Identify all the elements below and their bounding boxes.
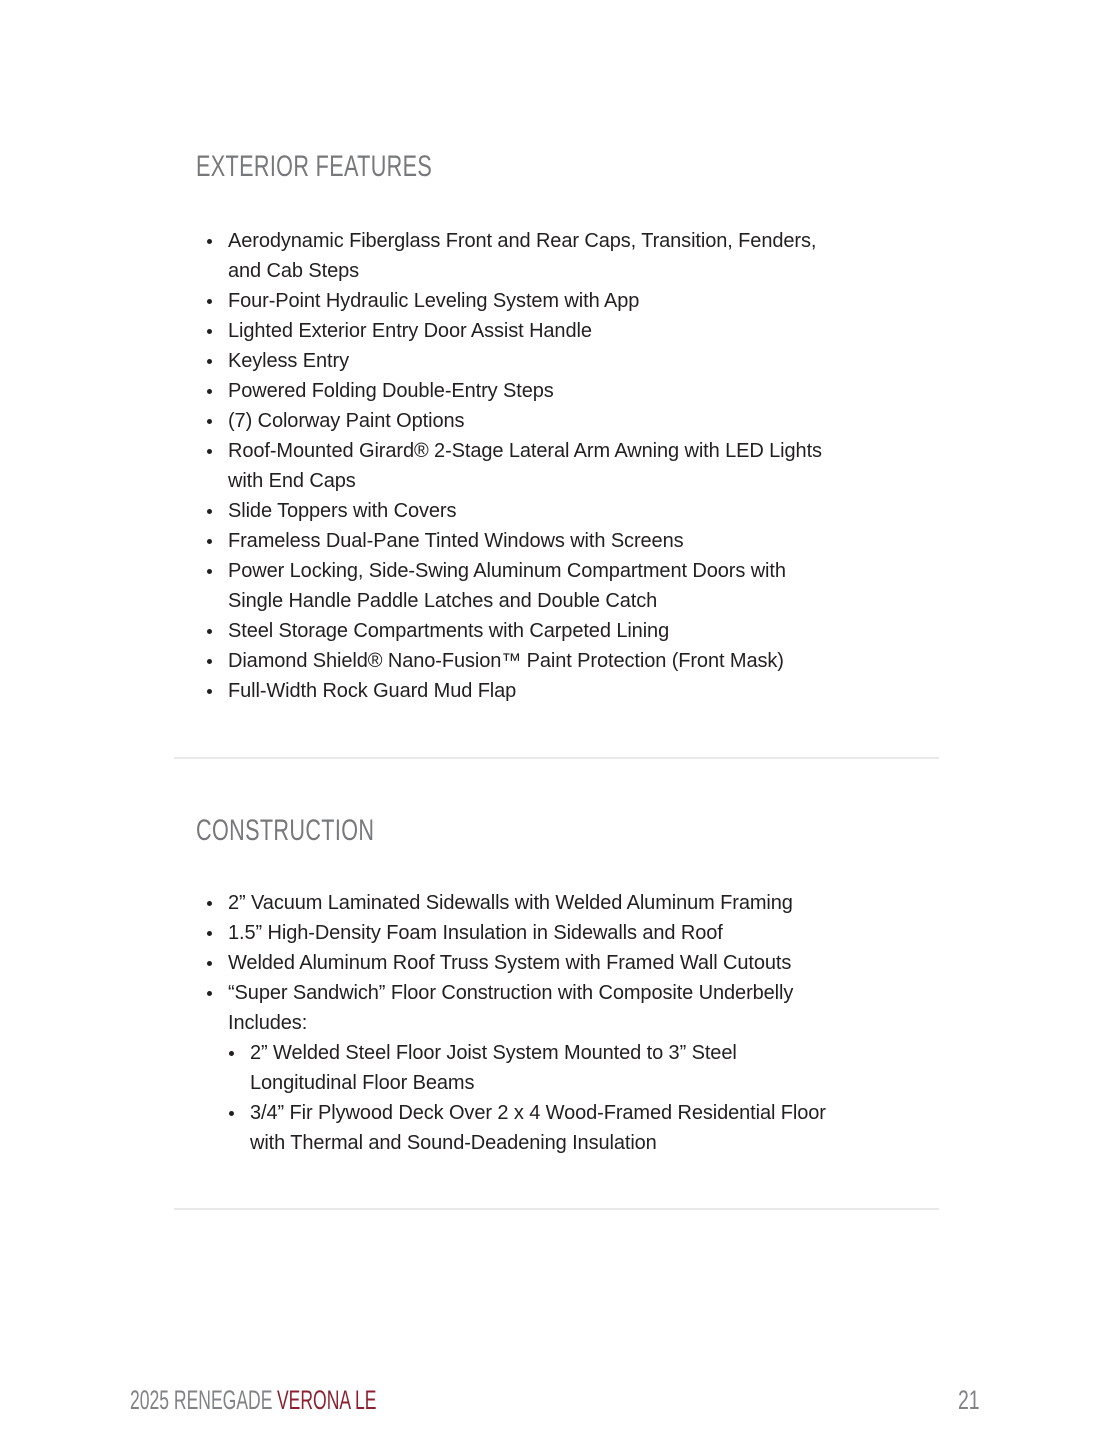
- list-item: [207, 646, 939, 676]
- page-content: [174, 0, 939, 1210]
- list-item-text: Slide Toppers with Covers: [228, 500, 457, 522]
- list-item-text: Power Locking, Side-Swing Aluminum Compartment Doors with Single Handle Paddle Latches and Double Catch: [228, 560, 786, 612]
- bullet-icon: [207, 918, 228, 948]
- section-construction: [174, 814, 939, 1158]
- list-item: [229, 1098, 939, 1158]
- list-item: [207, 436, 939, 496]
- list-item-text: Steel Storage Compartments with Carpeted Lining: [228, 620, 670, 642]
- list-item: [207, 316, 939, 346]
- footer-brand-year-make: 2025 RENEGADE: [130, 1385, 273, 1415]
- bullet-icon: [229, 1038, 250, 1098]
- list-item-text: 3/4” Fir Plywood Deck Over 2 x 4 Wood-Framed Residential Floor with Thermal and Sound-Deadening Insulation: [250, 1102, 826, 1154]
- bullet-icon: [207, 346, 228, 376]
- bullet-icon: [207, 948, 228, 978]
- bullet-icon: [207, 376, 228, 406]
- section-title-construction: CONSTRUCTION: [196, 814, 375, 847]
- list-item-text: Full-Width Rock Guard Mud Flap: [228, 680, 517, 702]
- list-item: [207, 556, 939, 616]
- list-item: [207, 226, 939, 286]
- construction-list: [174, 888, 939, 1158]
- list-item: [207, 888, 939, 918]
- bullet-icon: [207, 286, 228, 316]
- section-divider: [174, 757, 939, 759]
- list-item-text: (7) Colorway Paint Options: [228, 410, 465, 432]
- list-item: [207, 526, 939, 556]
- bullet-icon: [207, 226, 228, 286]
- list-item: [207, 346, 939, 376]
- exterior-features-list: [174, 226, 939, 706]
- section-divider: [174, 1208, 939, 1210]
- footer-brand: [130, 1385, 376, 1415]
- section-exterior-features: [174, 0, 939, 706]
- bullet-icon: [207, 316, 228, 346]
- bullet-icon: [207, 496, 228, 526]
- list-item-text: Welded Aluminum Roof Truss System with Framed Wall Cutouts: [228, 952, 792, 974]
- list-item-text: Four-Point Hydraulic Leveling System with App: [228, 290, 640, 312]
- list-item: [229, 1038, 939, 1098]
- list-item-text: 2” Welded Steel Floor Joist System Mounted to 3” Steel Longitudinal Floor Beams: [250, 1042, 737, 1094]
- list-item-text: Roof-Mounted Girard® 2-Stage Lateral Arm Awning with LED Lights with End Caps: [228, 440, 822, 492]
- bullet-icon: [207, 888, 228, 918]
- list-item: [207, 496, 939, 526]
- bullet-icon: [207, 526, 228, 556]
- list-item-text: “Super Sandwich” Floor Construction with Composite Underbelly Includes:: [228, 982, 794, 1034]
- footer-brand-model: VERONA LE: [276, 1385, 377, 1415]
- section-title-exterior-features: EXTERIOR FEATURES: [196, 150, 433, 183]
- list-item: [207, 948, 939, 978]
- list-item: [207, 918, 939, 948]
- list-item-text: Diamond Shield® Nano-Fusion™ Paint Protection (Front Mask): [228, 650, 784, 672]
- page-number: 21: [958, 1385, 980, 1415]
- list-item-text: Frameless Dual-Pane Tinted Windows with Screens: [228, 530, 684, 552]
- bullet-icon: [207, 556, 228, 616]
- bullet-icon: [207, 978, 228, 1038]
- list-item-text: Aerodynamic Fiberglass Front and Rear Caps, Transition, Fenders, and Cab Steps: [228, 230, 817, 282]
- bullet-icon: [207, 646, 228, 676]
- list-item: [207, 376, 939, 406]
- bullet-icon: [207, 616, 228, 646]
- list-item-text: Powered Folding Double-Entry Steps: [228, 380, 554, 402]
- list-item-text: Keyless Entry: [228, 350, 349, 372]
- bullet-icon: [207, 676, 228, 706]
- list-item-text: 2” Vacuum Laminated Sidewalls with Welded Aluminum Framing: [228, 892, 793, 914]
- list-item: [207, 406, 939, 436]
- list-item-text: 1.5” High-Density Foam Insulation in Sidewalls and Roof: [228, 922, 723, 944]
- list-item: [207, 676, 939, 706]
- list-item-text: Lighted Exterior Entry Door Assist Handle: [228, 320, 592, 342]
- list-item: [207, 978, 939, 1038]
- list-item: [207, 616, 939, 646]
- list-item: [207, 286, 939, 316]
- bullet-icon: [229, 1098, 250, 1158]
- bullet-icon: [207, 406, 228, 436]
- bullet-icon: [207, 436, 228, 496]
